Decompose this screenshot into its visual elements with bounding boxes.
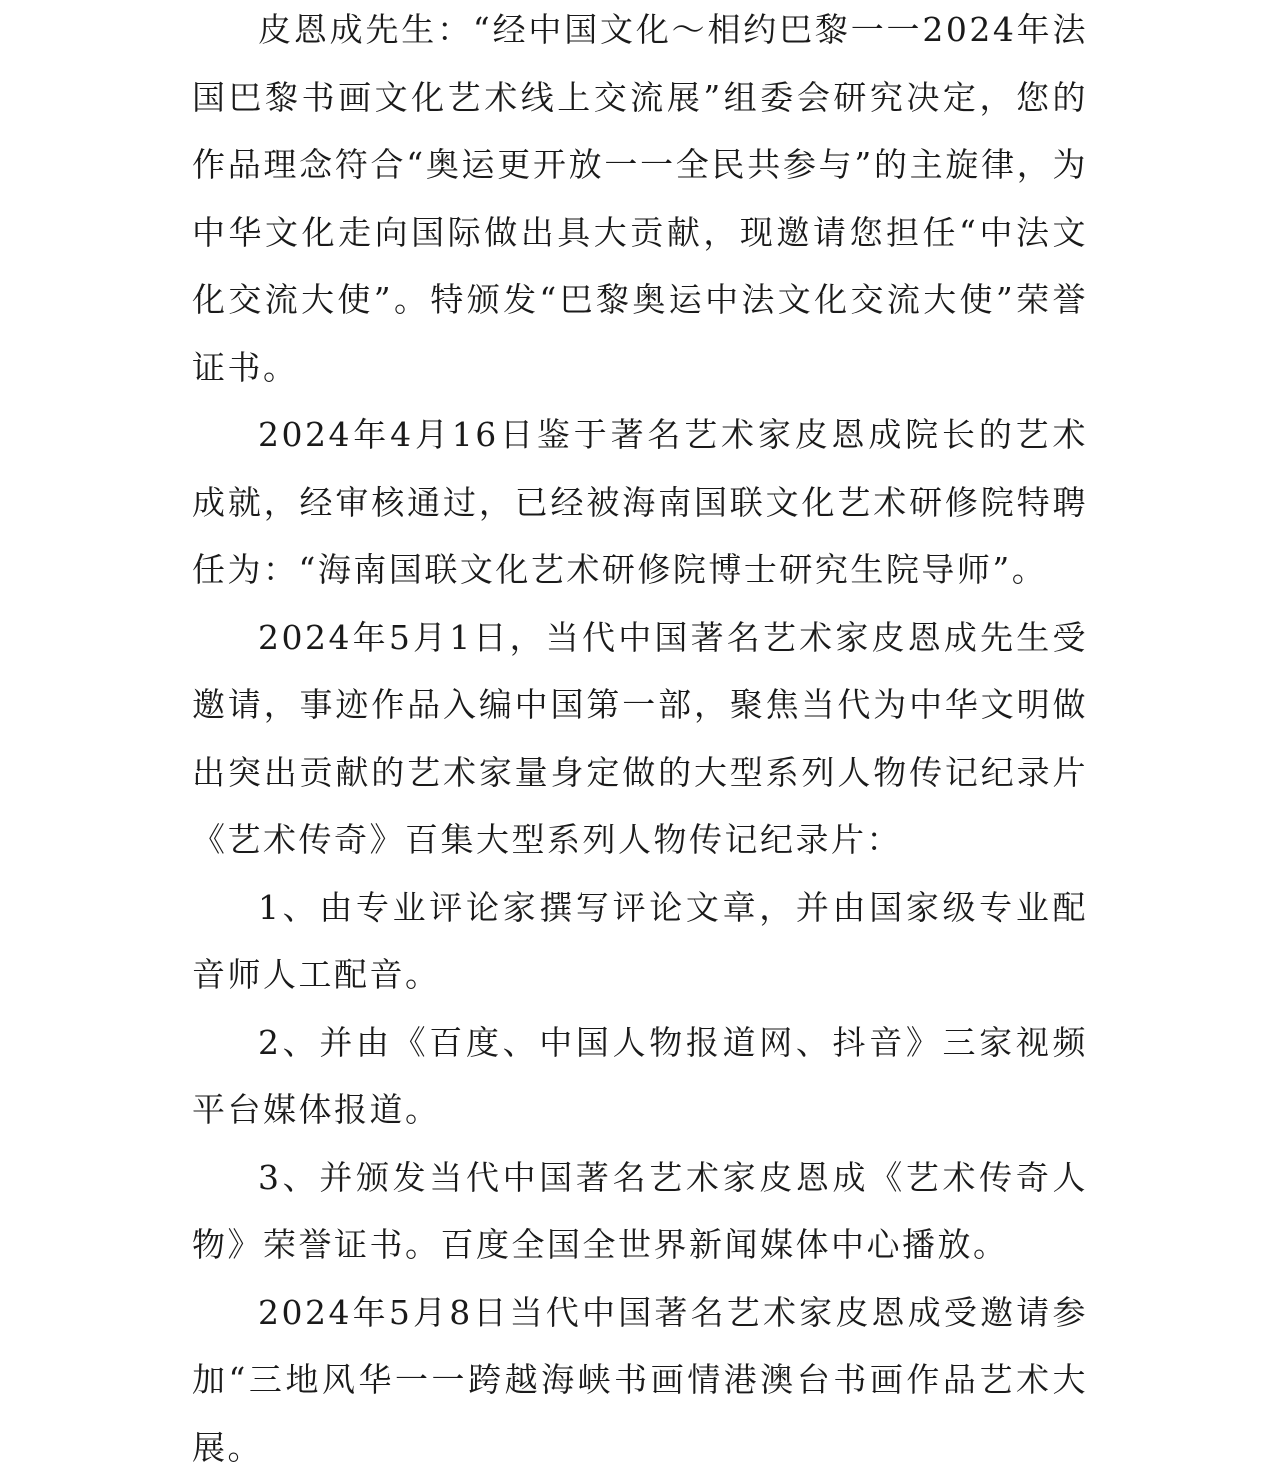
paragraph-doctoral-advisor: 2024年4月16日鉴于著名艺术家皮恩成院长的艺术成就，经审核通过，已经被海南国联文化艺术研修院特聘任为：“海南国联文化艺术研修院博士研究生院导师”。	[192, 401, 1088, 604]
paragraph-ambassador-certificate: 皮恩成先生：“经中国文化～相约巴黎一一2024年法国巴黎书画文化艺术线上交流展”组委会研究决定，您的作品理念符合“奥运更开放一一全民共参与”的主旋律，为中华文化走向国际做出具大贡献，现邀请您担任“中法文化交流大使”。特颁发“巴黎奥运中法文化交流大使”荣誉证书。	[192, 0, 1088, 401]
document-body	[192, 0, 1088, 1481]
paragraph-documentary-invitation: 2024年5月1日，当代中国著名艺术家皮恩成先生受邀请，事迹作品入编中国第一部，聚焦当代为中华文明做出突出贡献的艺术家量身定做的大型系列人物传记纪录片《艺术传奇》百集大型系列人物传记纪录片：	[192, 604, 1088, 874]
paragraph-item-2: 2、并由《百度、中国人物报道网、抖音》三家视频平台媒体报道。	[192, 1009, 1088, 1144]
paragraph-exhibition-invitation: 2024年5月8日当代中国著名艺术家皮恩成受邀请参加“三地风华一一跨越海峡书画情港澳台书画作品艺术大展。	[192, 1279, 1088, 1481]
paragraph-item-1: 1、由专业评论家撰写评论文章，并由国家级专业配音师人工配音。	[192, 874, 1088, 1009]
paragraph-item-3: 3、并颁发当代中国著名艺术家皮恩成《艺术传奇人物》荣誉证书。百度全国全世界新闻媒体中心播放。	[192, 1144, 1088, 1279]
